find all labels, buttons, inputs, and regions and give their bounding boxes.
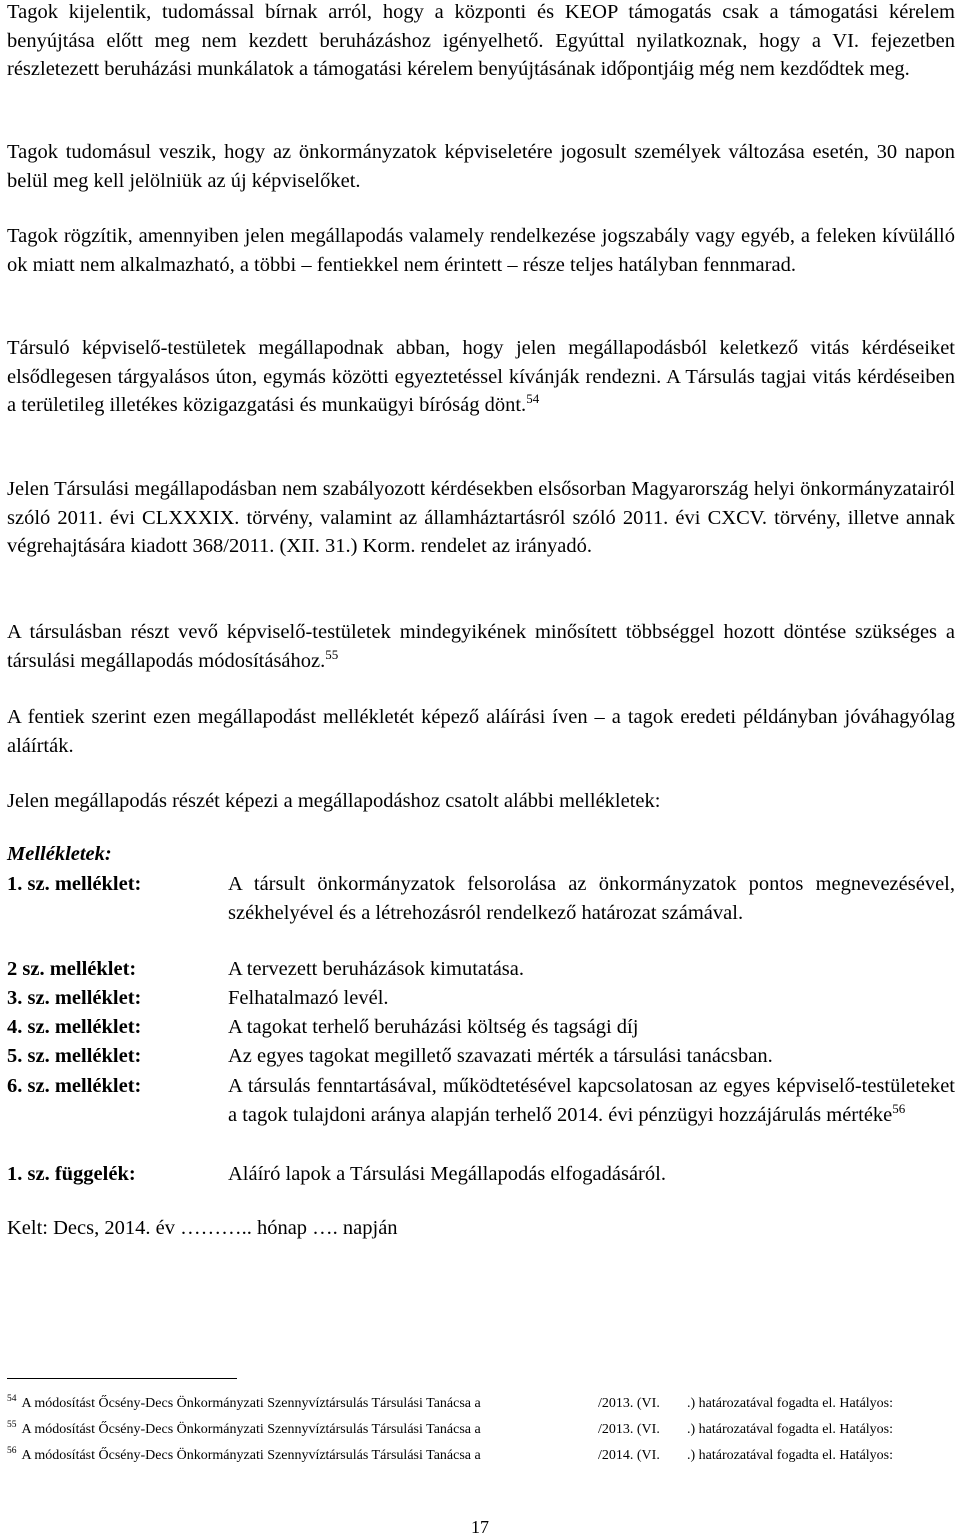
- footnote-separator: [7, 1378, 237, 1379]
- footnote: [7, 1395, 955, 1413]
- footnote-resolution-number: /2013. (VI.: [598, 1422, 660, 1437]
- footnote-effective: .) határozatával fogadta el. Hatályos:: [687, 1396, 894, 1411]
- dated-line: Kelt: Decs, 2014. év ……….. hónap …. napján: [7, 1217, 398, 1239]
- footnote-number: 56: [7, 1446, 17, 1457]
- footnote-text: A módosítást Őcsény-Decs Önkormányzati Szennyvíztársulás Társulási Tanácsa a: [21, 1448, 481, 1463]
- annex-label: 1. sz. függelék:: [7, 1163, 136, 1185]
- paragraph-disputes-text: Társuló képviselő-testületek megállapodnak abban, hogy jelen megállapodásból keletkező vitás kérdéseiket elsődlegesen tárgyalásos úton, egymás közötti egyeztetéssel kívánják rendezni. A Társulás tagjai vitás kérdéseiben a területileg illetékes közigazgatási és munkaügyi bíróság dönt.: [7, 337, 955, 417]
- annex-label: 3. sz. melléklet:: [7, 987, 142, 1009]
- footnote-effective: .) határozatával fogadta el. Hatályos:: [687, 1422, 894, 1437]
- footnote-number: 55: [7, 1420, 17, 1431]
- paragraph-support-declaration: Tagok kijelentik, tudomással bírnak arról, hogy a központi és KEOP támogatás csak a támogatási kérelem benyújtása előtt meg nem kezdett beruházáshoz igényelhető. Egyúttal nyilatkoznak, hogy a VI. fejezetben részletezett beruházási munkálatok a támogatási kérelem benyújtásának időpontjáig még nem kezdődtek meg.: [7, 1, 955, 81]
- footnote-resolution-number: /2013. (VI.: [598, 1396, 660, 1411]
- footnote-ref-56: 56: [892, 1100, 906, 1116]
- paragraph-signing: A fentiek szerint ezen megállapodást mellékletét képező aláírási íven – a tagok eredeti példányban jóváhagyólag aláírták.: [7, 706, 955, 757]
- footnote-text: A módosítást Őcsény-Decs Önkormányzati Szennyvíztársulás Társulási Tanácsa a: [21, 1396, 481, 1411]
- footnote: [7, 1447, 955, 1465]
- footnote-effective: .) határozatával fogadta el. Hatályos:: [687, 1448, 894, 1463]
- annex-label: 5. sz. melléklet:: [7, 1045, 142, 1067]
- footnote-ref-55: 55: [325, 646, 339, 662]
- footnote-number: 54: [7, 1394, 17, 1405]
- annex-label: 1. sz. melléklet:: [7, 873, 142, 895]
- paragraph-applicable-law: Jelen Társulási megállapodásban nem szabályozott kérdésekben elsősorban Magyarország helyi önkormányzatairól szóló 2011. évi CLXXXIX. törvény, valamint az államháztartásról szóló 2011. évi CXCV. törvény, illetve annak végrehajtására kiadott 368/2011. (XII. 31.) Korm. rendelet az irányadó.: [7, 478, 955, 558]
- page-number: 17: [471, 1517, 489, 1537]
- footnote: [7, 1421, 955, 1439]
- annex-text: A társult önkormányzatok felsorolása az önkormányzatok pontos megnevezésével, székhelyével és a létrehozásról rendelkező határozat számával.: [228, 873, 955, 924]
- footnote-ref-54: 54: [526, 391, 540, 407]
- annex-text: Felhatalmazó levél.: [228, 987, 389, 1009]
- paragraph-annexes-intro: Jelen megállapodás részét képezi a megállapodáshoz csatolt alábbi mellékletek:: [7, 790, 661, 812]
- paragraph-representatives: Tagok tudomásul veszik, hogy az önkormányzatok képviseletére jogosult személyek változása esetén, 30 napon belül meg kell jelölniük az új képviselőket.: [7, 141, 955, 192]
- annex-text: Az egyes tagokat megillető szavazati mérték a társulási tanácsban.: [228, 1045, 773, 1067]
- annexes-heading: Mellékletek:: [7, 843, 112, 865]
- annex-text-body: A társulás fenntartásával, működtetésével kapcsolatosan az egyes képviselő-testületeket a tagok tulajdoni aránya alapján terhelő 2014. évi pénzügyi hozzájárulás mértéke: [228, 1075, 955, 1126]
- annex-label: 2 sz. melléklet:: [7, 958, 137, 980]
- footnote-resolution-number: /2014. (VI.: [598, 1448, 660, 1463]
- annex-text: A tervezett beruházások kimutatása.: [228, 958, 524, 980]
- paragraph-amendment-text: A társulásban részt vevő képviselő-testületek mindegyikének minősített többséggel hozott döntése szükséges a társulási megállapodás módosításához.: [7, 621, 955, 672]
- annex-text: [228, 1072, 955, 1129]
- paragraph-severability: Tagok rögzítik, amennyiben jelen megállapodás valamely rendelkezése jogszabály vagy egyéb, a feleken kívülálló ok miatt nem alkalmazható, a többi – fentiekkel nem érintett – része teljes hatályban fennmarad.: [7, 225, 955, 276]
- paragraph-amendment: [7, 618, 955, 675]
- annex-label: 6. sz. melléklet:: [7, 1075, 142, 1097]
- paragraph-disputes: [7, 334, 955, 420]
- footnote-text: A módosítást Őcsény-Decs Önkormányzati Szennyvíztársulás Társulási Tanácsa a: [21, 1422, 481, 1437]
- annex-text: Aláíró lapok a Társulási Megállapodás elfogadásáról.: [228, 1163, 666, 1185]
- annex-label: 4. sz. melléklet:: [7, 1016, 142, 1038]
- annex-text: A tagokat terhelő beruházási költség és tagsági díj: [228, 1016, 639, 1038]
